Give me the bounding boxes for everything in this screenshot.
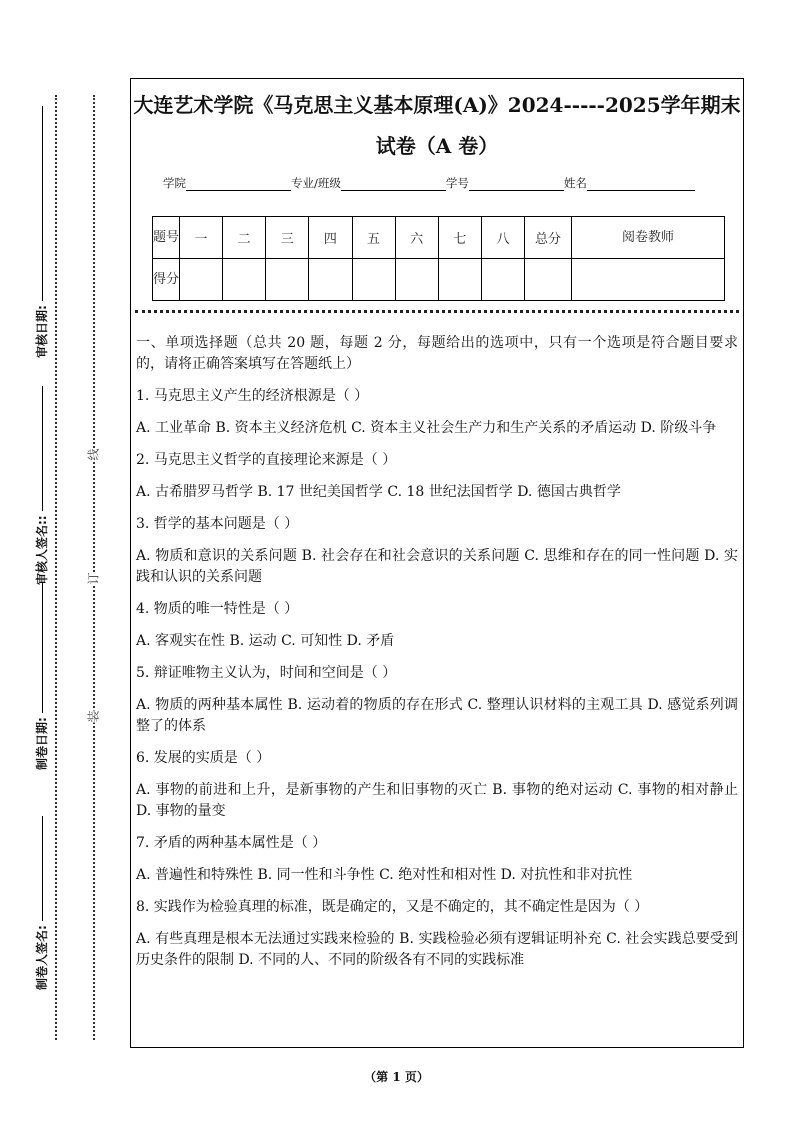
label: 制卷人签名: [35,925,49,990]
section-heading: 一、单项选择题（总共 20 题，每题 2 分，每题给出的选项中，只有一个选项是符合题目要求的，请将正确答案填写在答题纸上） [136,335,738,372]
question-stem: 7. 矛盾的两种基本属性是（ ） [136,835,327,851]
question-options: A. 工业革命 B. 资本主义经济危机 C. 资本主义社会生产力和生产关系的矛盾运动 D. 阶级斗争 [136,420,717,436]
binding-dotted-line [93,95,95,1040]
signature-line [41,386,43,511]
question-options: A. 物质和意识的关系问题 B. 社会存在和社会意识的关系问题 C. 思维和存在的同一性问题 D. 实践和认识的关系问题 [136,548,738,585]
section-one [136,333,738,982]
col-7: 七 [438,217,481,259]
binding-mark-xian: 线 [86,448,101,461]
review-date-field [33,106,50,358]
col-5: 五 [352,217,395,259]
question-options: A. 古希腊罗马哲学 B. 17 世纪美国哲学 C. 18 世纪法国哲学 D. 德国古典哲学 [136,484,621,500]
col-2: 二 [223,217,266,259]
date-line [41,583,43,713]
row-label: 题号 [153,217,180,259]
question-stem: 3. 哲学的基本问题是（ ） [136,516,299,532]
name-label: 姓名 [563,176,587,190]
score-cell[interactable] [395,259,438,301]
question-stem: 2. 马克思主义哲学的直接理论来源是（ ） [136,452,397,468]
student-id-label: 学号 [445,176,469,190]
maker-date-field [33,583,50,770]
question-options: A. 客观实在性 B. 运动 C. 可知性 D. 矛盾 [136,633,395,649]
score-cell[interactable] [525,259,572,301]
binding-mark-zhuang: 装 [86,710,101,723]
score-cell[interactable] [309,259,352,301]
score-cell[interactable] [438,259,481,301]
score-table [152,216,725,301]
score-cell[interactable] [572,259,725,301]
name-blank[interactable] [587,178,695,191]
col-4: 四 [309,217,352,259]
table-row-header [153,217,725,259]
col-grader: 阅卷教师 [572,217,725,259]
col-6: 六 [395,217,438,259]
date-line [41,106,43,301]
question-stem: 6. 发展的实质是（ ） [136,750,271,766]
signature-line [41,816,43,921]
question-stem: 5. 辩证唯物主义认为，时间和空间是（ ） [136,665,397,681]
label: 审核日期: [35,305,49,358]
table-row-score [153,259,725,301]
maker-signature-field [33,816,50,990]
question-options: A. 物质的两种基本属性 B. 运动着的物质的存在形式 C. 整理认识材料的主观工具 D. 感觉系列调整了的体系 [136,697,738,734]
student-id-blank[interactable] [469,178,564,191]
major-class-blank[interactable] [341,178,446,191]
college-label: 学院 [163,176,186,190]
major-class-label: 专业/班级 [291,176,341,190]
label: 审核人签名:: [35,515,49,585]
question-stem: 4. 物质的唯一特性是（ ） [136,601,299,617]
exam-subtitle: 试卷（A 卷） [375,134,499,158]
dotted-divider [135,310,739,313]
col-3: 三 [266,217,309,259]
question-options: A. 普遍性和特殊性 B. 同一性和斗争性 C. 绝对性和相对性 D. 对抗性和非对抗性 [136,867,633,883]
score-cell[interactable] [266,259,309,301]
row-label: 得分 [153,259,180,301]
exam-frame [130,78,744,1048]
reviewer-signature-field [33,386,50,585]
student-info [163,175,695,191]
college-blank[interactable] [186,178,291,191]
question-stem: 1. 马克思主义产生的经济根源是（ ） [136,388,369,404]
col-total: 总分 [525,217,572,259]
col-1: 一 [180,217,223,259]
col-8: 八 [481,217,524,259]
outer-dotted-line [55,95,57,1040]
score-cell[interactable] [223,259,266,301]
question-options: A. 有些真理是根本无法通过实践来检验的 B. 实践检验必须有逻辑证明补充 C. 社会实践总要受到历史条件的限制 D. 不同的人、不同的阶级各有不同的实践标准 [136,931,738,968]
score-cell[interactable] [352,259,395,301]
question-options: A. 事物的前进和上升，是新事物的产生和旧事物的灭亡 B. 事物的绝对运动 C. 事物的相对静止 D. 事物的量变 [136,782,738,819]
binding-mark-ding: 订 [86,572,101,585]
exam-title: 大连艺术学院《马克思主义基本原理(A)》2024-----2025学年期末 [133,93,741,117]
page-number: （第 1 页） [364,1070,429,1084]
score-cell[interactable] [180,259,223,301]
score-cell[interactable] [481,259,524,301]
question-stem: 8. 实践作为检验真理的标准，既是确定的，又是不确定的，其不确定性是因为（ ） [136,899,649,915]
label: 制卷日期: [35,717,49,770]
